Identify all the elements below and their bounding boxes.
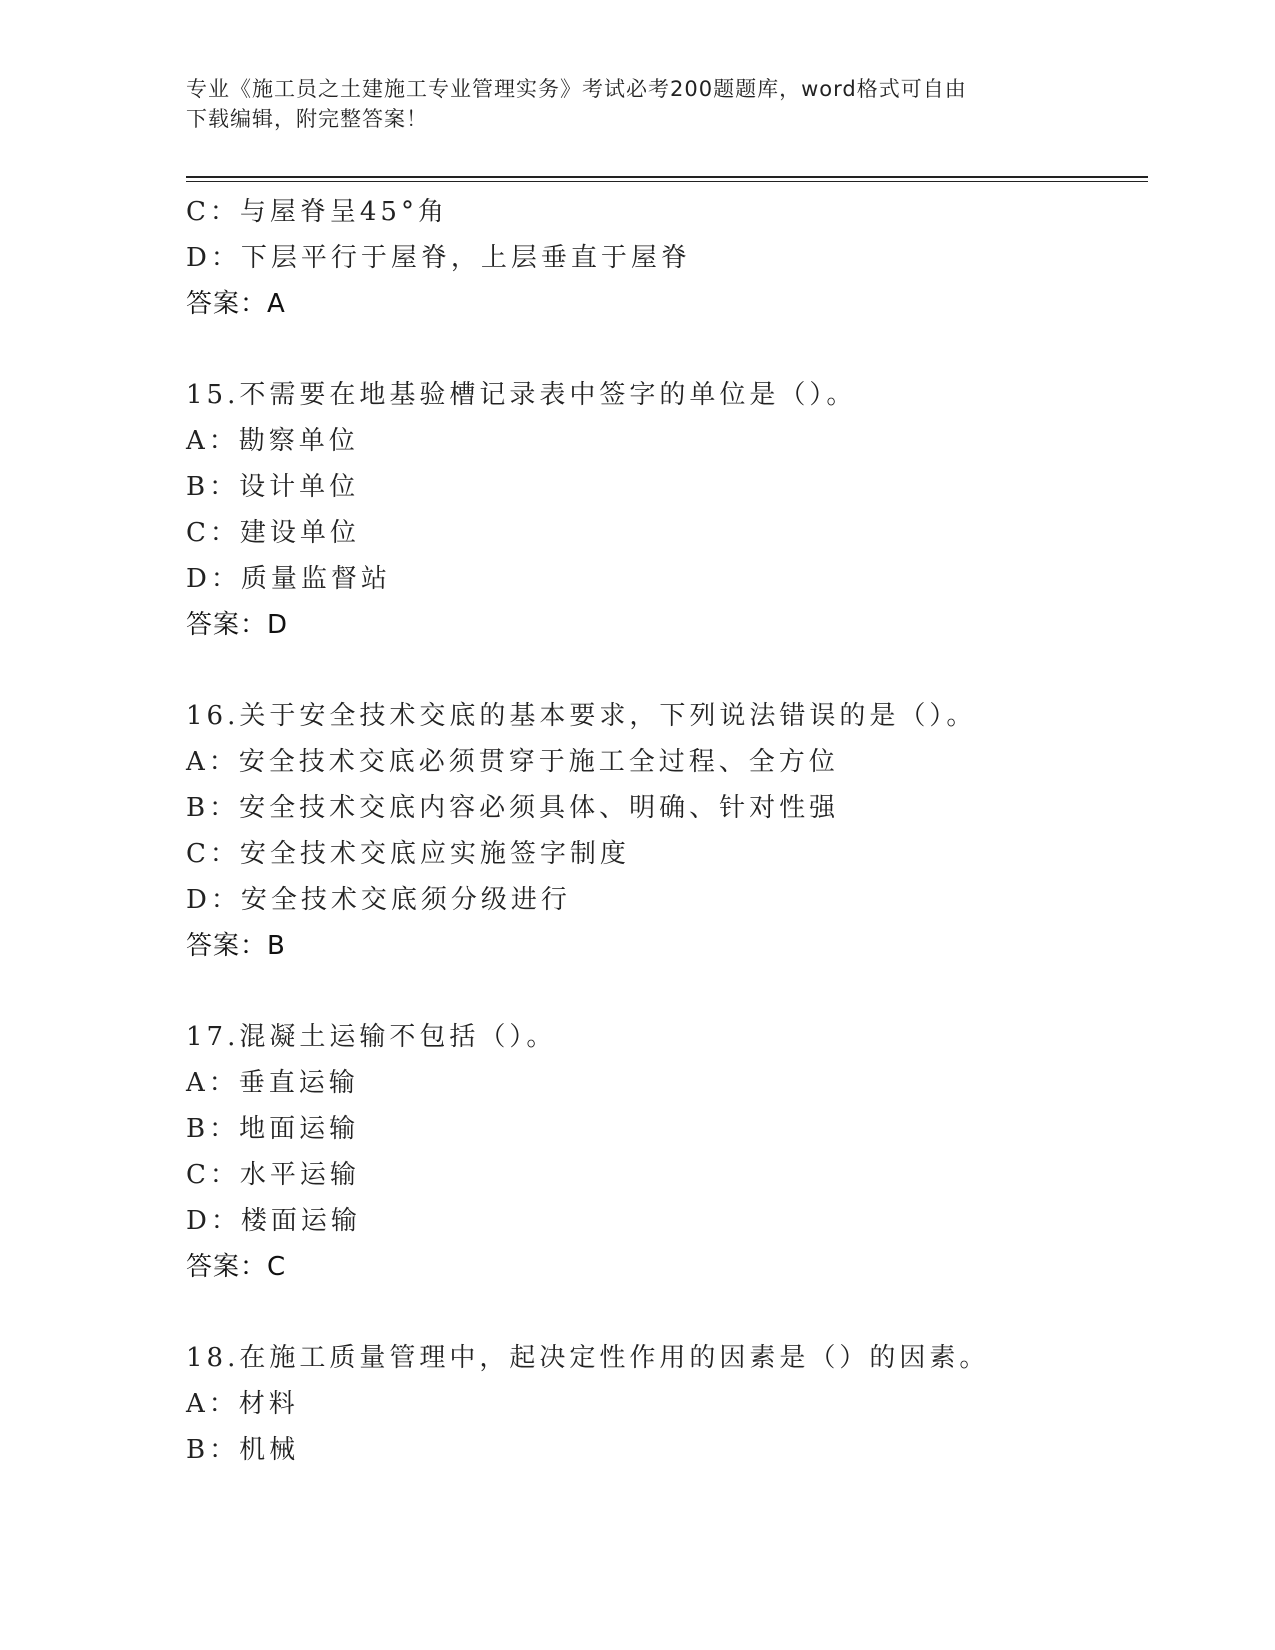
- answer-line: 答案：C: [186, 1252, 287, 1282]
- question-stem: 15.不需要在地基验槽记录表中签字的单位是（）。: [186, 380, 857, 410]
- option-a: A：安全技术交底必须贯穿于施工全过程、全方位: [186, 747, 839, 777]
- option-c: C：安全技术交底应实施签字制度: [186, 839, 630, 869]
- option-d: D：质量监督站: [186, 564, 391, 594]
- question-stem: 17.混凝土运输不包括（）。: [186, 1022, 557, 1052]
- option-b: B：安全技术交底内容必须具体、明确、针对性强: [186, 793, 840, 823]
- question-stem: 16.关于安全技术交底的基本要求，下列说法错误的是（）。: [186, 701, 977, 731]
- question-block-17: [186, 1014, 1148, 1290]
- option-c: C：水平运输: [186, 1160, 360, 1190]
- header-line-1: 专业《施工员之土建施工专业管理实务》考试必考200题题库，word格式可自由: [186, 77, 967, 101]
- answer-line: 答案：B: [186, 931, 286, 961]
- question-block-15: [186, 372, 1148, 648]
- question-block-continued: [186, 189, 1148, 327]
- option-a: A：垂直运输: [186, 1068, 359, 1098]
- question-block-16: [186, 693, 1148, 969]
- option-a: A：勘察单位: [186, 426, 359, 456]
- option-c: C：建设单位: [186, 518, 360, 548]
- question-list: [186, 189, 1148, 1473]
- document-header: [186, 74, 1066, 134]
- question-block-18: [186, 1335, 1148, 1473]
- question-stem: 18.在施工质量管理中，起决定性作用的因素是（）的因素。: [186, 1343, 990, 1373]
- header-line-2: 下载编辑，附完整答案！: [186, 107, 428, 131]
- option-b: B：设计单位: [186, 472, 360, 502]
- header-divider-thick: [186, 176, 1148, 178]
- answer-line: 答案：A: [186, 289, 286, 319]
- option-d: D：楼面运输: [186, 1206, 361, 1236]
- option-a: A：材料: [186, 1389, 299, 1419]
- option-c: C：与屋脊呈45°角: [186, 197, 448, 227]
- option-d: D：安全技术交底须分级进行: [186, 885, 571, 915]
- option-b: B：机械: [186, 1435, 300, 1465]
- header-divider-thin: [186, 181, 1148, 182]
- option-b: B：地面运输: [186, 1114, 360, 1144]
- option-d: D：下层平行于屋脊，上层垂直于屋脊: [186, 243, 691, 273]
- answer-line: 答案：D: [186, 610, 289, 640]
